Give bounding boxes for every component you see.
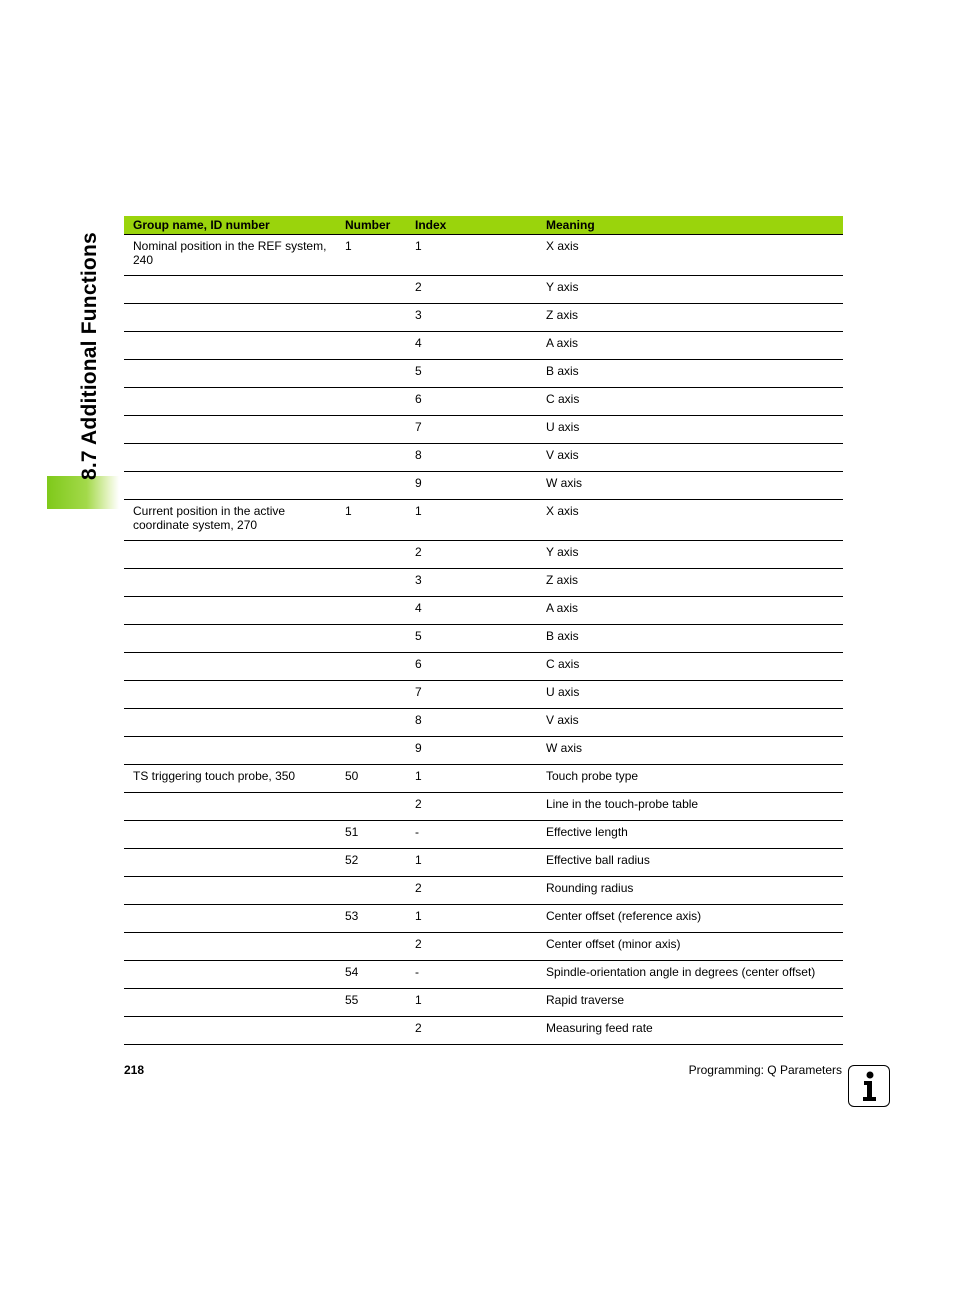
- header-index: Index: [406, 216, 537, 235]
- table-row: [124, 388, 843, 416]
- cell-meaning: Touch probe type: [537, 765, 843, 793]
- cell-index: -: [406, 961, 537, 989]
- table-row: [124, 235, 843, 276]
- cell-group-name: [124, 388, 336, 416]
- cell-index: 7: [406, 416, 537, 444]
- cell-group-name: [124, 877, 336, 905]
- cell-index: 1: [406, 765, 537, 793]
- cell-meaning: V axis: [537, 444, 843, 472]
- cell-meaning: Y axis: [537, 276, 843, 304]
- cell-group-name: [124, 989, 336, 1017]
- table-row: [124, 304, 843, 332]
- cell-group-name: [124, 1017, 336, 1045]
- cell-number: [336, 793, 406, 821]
- table-row: [124, 416, 843, 444]
- cell-index: 1: [406, 500, 537, 541]
- cell-number: [336, 625, 406, 653]
- cell-number: 53: [336, 905, 406, 933]
- cell-number: [336, 737, 406, 765]
- cell-group-name: [124, 360, 336, 388]
- cell-group-name: [124, 332, 336, 360]
- cell-group-name: [124, 737, 336, 765]
- cell-meaning: Effective ball radius: [537, 849, 843, 877]
- cell-group-name: [124, 416, 336, 444]
- header-group-name: Group name, ID number: [124, 216, 336, 235]
- cell-group-name: [124, 793, 336, 821]
- cell-meaning: Rapid traverse: [537, 989, 843, 1017]
- cell-meaning: X axis: [537, 500, 843, 541]
- cell-index: 1: [406, 849, 537, 877]
- cell-number: [336, 304, 406, 332]
- table-row: [124, 276, 843, 304]
- table-header-row: [124, 216, 843, 235]
- table-row: [124, 989, 843, 1017]
- table-row: [124, 472, 843, 500]
- cell-number: 51: [336, 821, 406, 849]
- cell-number: [336, 332, 406, 360]
- cell-group-name: [124, 821, 336, 849]
- cell-meaning: C axis: [537, 388, 843, 416]
- cell-index: 4: [406, 597, 537, 625]
- cell-meaning: Line in the touch-probe table: [537, 793, 843, 821]
- info-icon: [848, 1065, 890, 1107]
- cell-number: 1: [336, 235, 406, 276]
- cell-meaning: A axis: [537, 597, 843, 625]
- cell-index: 2: [406, 793, 537, 821]
- cell-index: 2: [406, 1017, 537, 1045]
- cell-number: [336, 877, 406, 905]
- cell-group-name: [124, 304, 336, 332]
- cell-index: 2: [406, 933, 537, 961]
- cell-meaning: V axis: [537, 709, 843, 737]
- cell-meaning: W axis: [537, 472, 843, 500]
- q-parameter-table: [124, 216, 843, 1045]
- cell-meaning: Measuring feed rate: [537, 1017, 843, 1045]
- table-row: [124, 681, 843, 709]
- table-row: [124, 1017, 843, 1045]
- cell-index: -: [406, 821, 537, 849]
- cell-index: 9: [406, 737, 537, 765]
- cell-group-name: [124, 681, 336, 709]
- cell-index: 5: [406, 625, 537, 653]
- table-row: [124, 737, 843, 765]
- cell-number: [336, 388, 406, 416]
- cell-index: 7: [406, 681, 537, 709]
- table-row: [124, 849, 843, 877]
- cell-group-name: [124, 569, 336, 597]
- header-meaning: Meaning: [537, 216, 843, 235]
- cell-index: 6: [406, 388, 537, 416]
- table-row: [124, 933, 843, 961]
- cell-number: [336, 933, 406, 961]
- cell-group-name: Nominal position in the REF system, 240: [124, 235, 336, 276]
- cell-meaning: Center offset (reference axis): [537, 905, 843, 933]
- cell-meaning: B axis: [537, 360, 843, 388]
- cell-index: 2: [406, 877, 537, 905]
- cell-number: 1: [336, 500, 406, 541]
- cell-meaning: A axis: [537, 332, 843, 360]
- table-row: [124, 765, 843, 793]
- cell-index: 8: [406, 709, 537, 737]
- table-row: [124, 709, 843, 737]
- cell-meaning: Effective length: [537, 821, 843, 849]
- cell-number: [336, 360, 406, 388]
- cell-number: [336, 569, 406, 597]
- chapter-tab: [47, 476, 119, 509]
- cell-index: 1: [406, 905, 537, 933]
- cell-group-name: [124, 849, 336, 877]
- cell-number: [336, 1017, 406, 1045]
- table-row: [124, 905, 843, 933]
- cell-group-name: TS triggering touch probe, 350: [124, 765, 336, 793]
- cell-meaning: C axis: [537, 653, 843, 681]
- cell-number: [336, 472, 406, 500]
- table-row: [124, 569, 843, 597]
- table-row: [124, 541, 843, 569]
- page-number: 218: [124, 1063, 145, 1077]
- cell-group-name: [124, 961, 336, 989]
- cell-number: 54: [336, 961, 406, 989]
- cell-meaning: Center offset (minor axis): [537, 933, 843, 961]
- cell-group-name: [124, 444, 336, 472]
- cell-number: [336, 541, 406, 569]
- cell-meaning: B axis: [537, 625, 843, 653]
- cell-number: [336, 276, 406, 304]
- cell-group-name: [124, 597, 336, 625]
- header-number: Number: [336, 216, 406, 235]
- cell-group-name: [124, 472, 336, 500]
- table-row: [124, 793, 843, 821]
- cell-group-name: [124, 905, 336, 933]
- cell-index: 6: [406, 653, 537, 681]
- cell-index: 3: [406, 569, 537, 597]
- cell-index: 5: [406, 360, 537, 388]
- cell-group-name: [124, 625, 336, 653]
- cell-number: [336, 709, 406, 737]
- cell-number: [336, 416, 406, 444]
- table-row: [124, 961, 843, 989]
- cell-group-name: [124, 653, 336, 681]
- cell-number: [336, 681, 406, 709]
- cell-meaning: Z axis: [537, 569, 843, 597]
- table-row: [124, 877, 843, 905]
- cell-meaning: Y axis: [537, 541, 843, 569]
- cell-group-name: [124, 541, 336, 569]
- table-row: [124, 597, 843, 625]
- cell-index: 3: [406, 304, 537, 332]
- table-row: [124, 625, 843, 653]
- cell-group-name: [124, 709, 336, 737]
- cell-meaning: X axis: [537, 235, 843, 276]
- cell-number: 50: [336, 765, 406, 793]
- table-row: [124, 500, 843, 541]
- cell-index: 1: [406, 989, 537, 1017]
- cell-index: 9: [406, 472, 537, 500]
- cell-index: 4: [406, 332, 537, 360]
- cell-meaning: U axis: [537, 416, 843, 444]
- cell-number: 55: [336, 989, 406, 1017]
- cell-index: 8: [406, 444, 537, 472]
- cell-index: 2: [406, 541, 537, 569]
- cell-number: [336, 597, 406, 625]
- cell-meaning: Rounding radius: [537, 877, 843, 905]
- cell-number: [336, 653, 406, 681]
- cell-number: 52: [336, 849, 406, 877]
- cell-meaning: U axis: [537, 681, 843, 709]
- cell-index: 2: [406, 276, 537, 304]
- table-row: [124, 360, 843, 388]
- cell-group-name: [124, 276, 336, 304]
- cell-meaning: Z axis: [537, 304, 843, 332]
- table-row: [124, 653, 843, 681]
- cell-group-name: [124, 933, 336, 961]
- table-row: [124, 821, 843, 849]
- cell-group-name: Current position in the active coordinate system, 270: [124, 500, 336, 541]
- cell-index: 1: [406, 235, 537, 276]
- chapter-title: 8.7 Additional Functions: [78, 232, 101, 480]
- cell-meaning: W axis: [537, 737, 843, 765]
- cell-number: [336, 444, 406, 472]
- cell-meaning: Spindle-orientation angle in degrees (center offset): [537, 961, 843, 989]
- chapter-footer: Programming: Q Parameters: [688, 1063, 842, 1077]
- table-row: [124, 332, 843, 360]
- table-row: [124, 444, 843, 472]
